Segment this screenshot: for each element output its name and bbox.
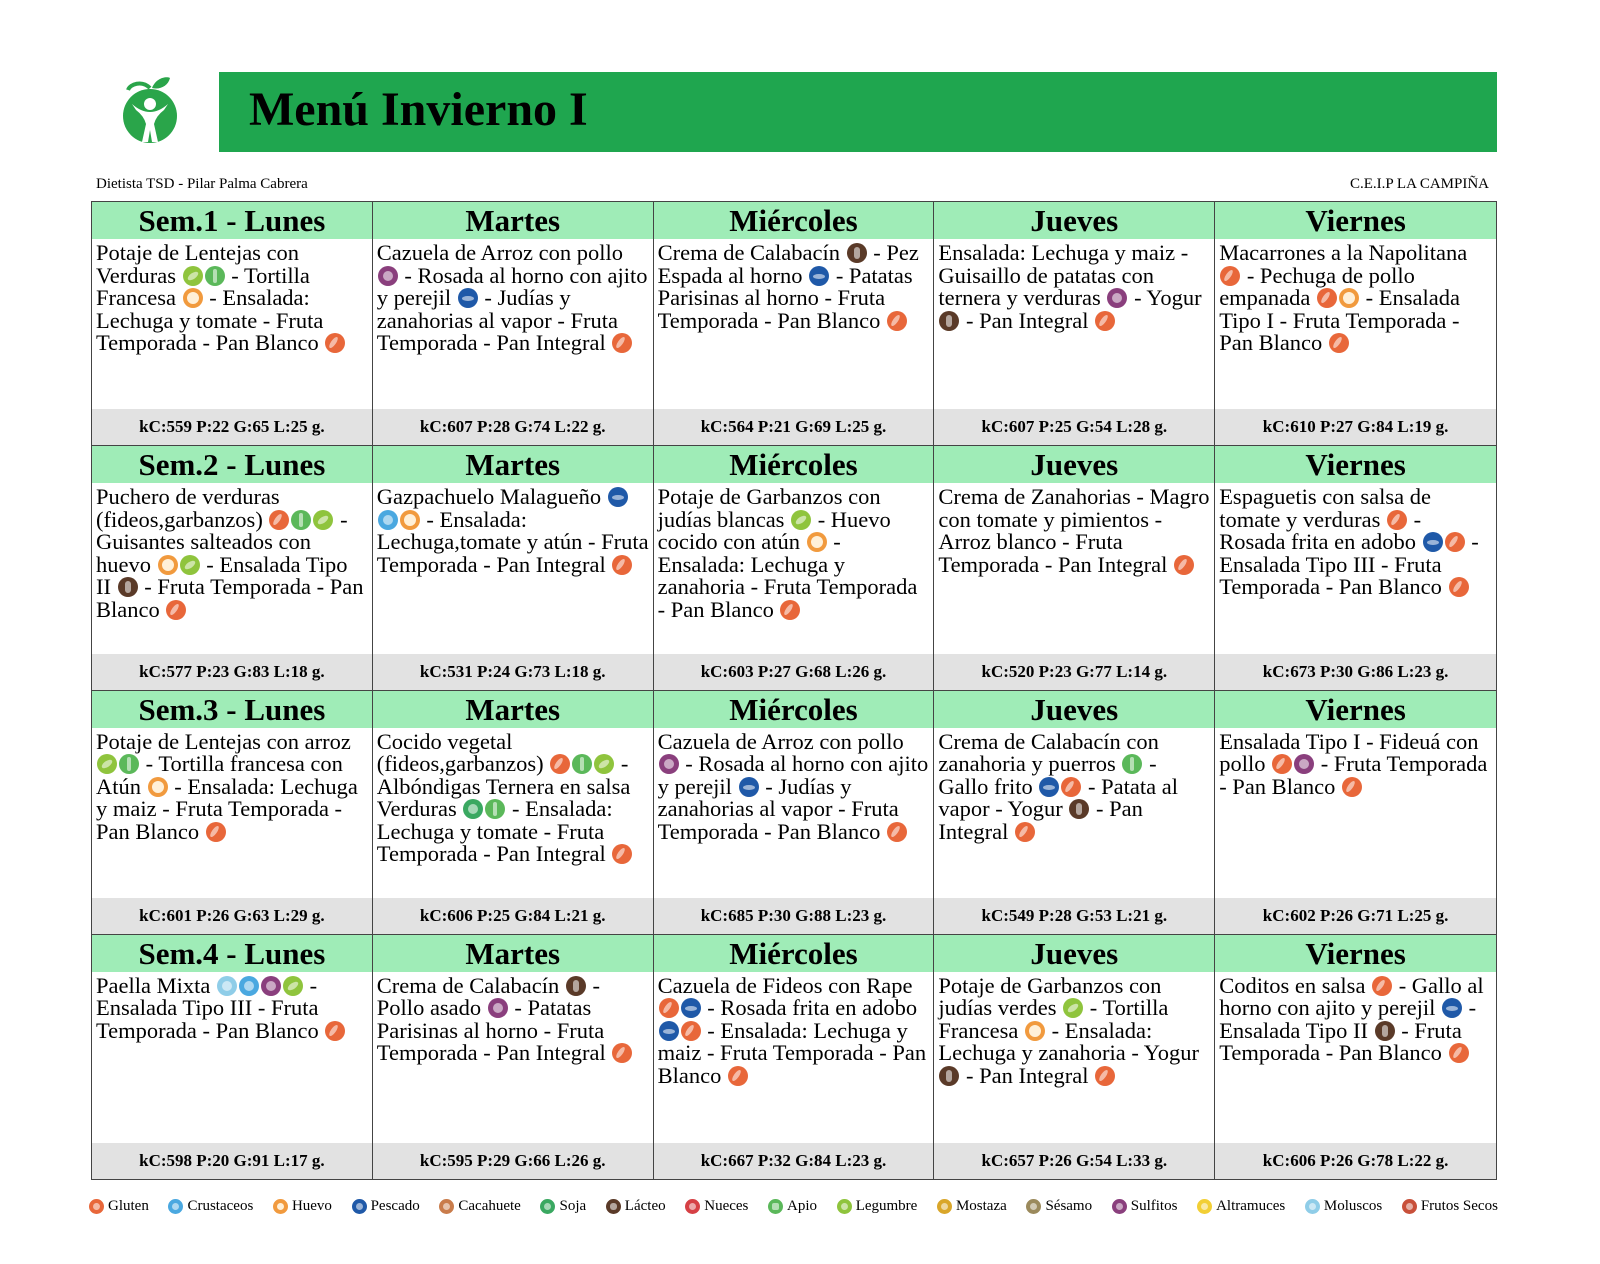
apio-icon xyxy=(291,510,311,530)
gluten-icon xyxy=(166,600,186,620)
pescado-icon xyxy=(681,998,701,1018)
cacahuete-icon xyxy=(439,1199,454,1214)
gluten-icon xyxy=(550,754,570,774)
legumbre-icon xyxy=(283,976,303,996)
menu-day-cell xyxy=(92,202,373,446)
legumbre-icon xyxy=(1063,998,1083,1018)
legend-item-lacteo xyxy=(605,1198,666,1215)
nutrition-info: kC:598 P:20 G:91 L:17 g. xyxy=(92,1143,372,1179)
day-menu-text xyxy=(1215,239,1496,409)
day-header: Miércoles xyxy=(654,446,934,483)
dish-text: - Albóndigas Ternera en salsa Verduras xyxy=(376,751,631,821)
dish-text: - Ensalada: Lechuga y maiz - Fruta Temporada - Pan Blanco xyxy=(657,1017,927,1088)
huevo-icon xyxy=(183,288,203,308)
sulfitos-icon xyxy=(659,754,679,774)
dish-text: - Patatas Parisinas al horno - Fruta Temporada - Pan Blanco xyxy=(657,262,913,333)
day-menu-text xyxy=(934,972,1214,1143)
dish-text: - Pez Espada al horno xyxy=(657,240,919,288)
day-header: Miércoles xyxy=(654,202,934,239)
menu-day-cell xyxy=(934,935,1215,1179)
dish-text: Crema de Calabacín xyxy=(376,972,560,998)
gluten-icon xyxy=(612,844,632,864)
day-menu-text xyxy=(92,483,372,653)
gluten-icon xyxy=(1387,510,1407,530)
legend-item-pescado xyxy=(351,1198,420,1215)
dish-text: - Rosada al horno con ajito y perejil xyxy=(657,751,929,799)
sulfitos-icon xyxy=(1107,288,1127,308)
gluten-icon xyxy=(1272,754,1292,774)
huevo-icon xyxy=(273,1199,288,1214)
gluten-icon xyxy=(325,333,345,353)
mostaza-icon xyxy=(937,1199,952,1214)
dish-text: - Judías y zanahorias al vapor - Fruta Temporada - Pan Blanco xyxy=(657,773,899,844)
day-menu-text xyxy=(92,972,372,1143)
dish-text: - Ensalada Tipo I - Fruta Temporada - Pan Blanco xyxy=(1219,285,1460,355)
dish-text: - Guisantes salteados con huevo xyxy=(96,506,348,577)
menu-day-cell xyxy=(373,202,654,446)
nutrition-info: kC:564 P:21 G:69 L:25 g. xyxy=(654,409,934,445)
gluten-icon xyxy=(780,600,800,620)
lacteo-icon xyxy=(939,1066,959,1086)
huevo-icon xyxy=(1339,288,1359,308)
gluten-icon xyxy=(1061,777,1081,797)
gluten-icon xyxy=(1095,311,1115,331)
sulfitos-icon xyxy=(488,998,508,1018)
day-header: Viernes xyxy=(1215,446,1496,483)
soja-icon xyxy=(540,1199,555,1214)
day-menu-text xyxy=(1215,972,1496,1143)
crustaceos-icon xyxy=(378,510,398,530)
legumbre-icon xyxy=(183,266,203,286)
menu-day-cell xyxy=(654,202,935,446)
altramuces-icon xyxy=(1197,1199,1212,1214)
allergen-legend xyxy=(88,1198,1498,1215)
dish-text: Potaje de Garbanzos con judías verdes xyxy=(938,972,1162,1021)
pescado-icon xyxy=(739,777,759,797)
dish-text: - Ensalada Tipo III - Fruta Temporada - Pan Blanco xyxy=(96,972,319,1043)
legend-item-sesamo xyxy=(1025,1198,1092,1215)
page-title: Menú Invierno I xyxy=(249,83,588,136)
moluscos-icon xyxy=(1305,1199,1320,1214)
legumbre-icon xyxy=(837,1199,852,1214)
gluten-icon xyxy=(325,1021,345,1041)
gluten-icon xyxy=(1329,333,1349,353)
nutrition-info: kC:606 P:25 G:84 L:21 g. xyxy=(373,898,653,934)
gluten-icon xyxy=(1449,1043,1469,1063)
lacteo-icon xyxy=(1069,799,1089,819)
dish-text: Cazuela de Arroz con pollo xyxy=(657,728,904,754)
legumbre-icon xyxy=(594,754,614,774)
legend-item-frutos-secos xyxy=(1401,1198,1498,1215)
menu-day-cell xyxy=(934,691,1215,935)
dish-text: - Yogur xyxy=(1128,285,1202,310)
dish-text: - Gallo frito xyxy=(938,751,1157,799)
legend-label: Lácteo xyxy=(624,1198,666,1214)
gluten-icon xyxy=(1342,777,1362,797)
pescado-icon xyxy=(458,288,478,308)
legend-label: Gluten xyxy=(108,1198,149,1214)
day-header: Miércoles xyxy=(654,935,934,972)
legend-item-sulfitos xyxy=(1111,1198,1178,1215)
nutrition-info: kC:657 P:26 G:54 L:33 g. xyxy=(934,1143,1214,1179)
school-name: C.E.I.P LA CAMPIÑA xyxy=(1349,176,1489,192)
crustaceos-icon xyxy=(168,1199,183,1214)
day-menu-text xyxy=(934,239,1214,409)
pescado-icon xyxy=(1039,777,1059,797)
dish-text: Potaje de Lentejas con Verduras xyxy=(96,240,300,288)
huevo-icon xyxy=(148,777,168,797)
legend-item-cacahuete xyxy=(438,1198,520,1215)
day-menu-text xyxy=(654,483,934,653)
apio-icon xyxy=(205,266,225,286)
day-header: Jueves xyxy=(934,691,1214,728)
gluten-icon xyxy=(89,1199,104,1214)
nutrition-info: kC:606 P:26 G:78 L:22 g. xyxy=(1215,1143,1496,1179)
day-menu-text xyxy=(92,239,372,409)
nutrition-info: kC:610 P:27 G:84 L:19 g. xyxy=(1215,409,1496,445)
menu-day-cell xyxy=(1215,691,1496,935)
apio-icon xyxy=(119,754,139,774)
legend-label: Mostaza xyxy=(955,1198,1007,1214)
menu-day-cell xyxy=(373,935,654,1179)
soja-icon xyxy=(463,799,483,819)
legumbre-icon xyxy=(97,754,117,774)
sulfitos-icon xyxy=(1112,1199,1127,1214)
pescado-icon xyxy=(352,1199,367,1214)
day-menu-text xyxy=(1215,483,1496,653)
dish-text: - Fruta Temporada - Pan Blanco xyxy=(1219,1017,1462,1066)
nutrition-info: kC:531 P:24 G:73 L:18 g. xyxy=(373,654,653,690)
dish-text: - Ensalada Tipo II xyxy=(1219,995,1477,1043)
dish-text: - Pechuga de pollo empanada xyxy=(1219,262,1415,310)
nutrition-info: kC:602 P:26 G:71 L:25 g. xyxy=(1215,898,1496,934)
day-menu-text xyxy=(654,728,934,898)
gluten-icon xyxy=(728,1066,748,1086)
sulfitos-icon xyxy=(378,266,398,286)
apio-icon xyxy=(485,799,505,819)
dish-text: - Patata al vapor - Yogur xyxy=(938,773,1178,821)
lacteo-icon xyxy=(566,976,586,996)
dish-text: Coditos en salsa xyxy=(1219,972,1366,998)
nutrition-info: kC:667 P:32 G:84 L:23 g. xyxy=(654,1143,934,1179)
day-menu-text xyxy=(92,728,372,898)
legend-label: Frutos Secos xyxy=(1420,1198,1498,1214)
gluten-icon xyxy=(659,998,679,1018)
legend-item-gluten xyxy=(88,1198,149,1215)
dish-text: Potaje de Garbanzos con judías blancas xyxy=(657,484,881,532)
gluten-icon xyxy=(1174,555,1194,575)
dish-text: Potaje de Lentejas con arroz xyxy=(96,728,351,754)
gluten-icon xyxy=(887,311,907,331)
legend-label: Crustaceos xyxy=(187,1198,254,1214)
dish-text: Ensalada: Lechuga y maiz - Guisaillo de patatas con ternera y verduras xyxy=(938,240,1189,310)
dish-text: - Ensalada: Lechuga y zanahoria - Yogur xyxy=(938,1017,1199,1066)
apio-icon xyxy=(1122,754,1142,774)
gluten-icon xyxy=(681,1021,701,1041)
legend-label: Soja xyxy=(559,1198,587,1214)
day-header: Miércoles xyxy=(654,691,934,728)
day-header: Sem.2 - Lunes xyxy=(92,446,372,483)
lacteo-icon xyxy=(939,311,959,331)
day-menu-text xyxy=(934,483,1214,653)
day-header: Jueves xyxy=(934,202,1214,239)
day-header: Viernes xyxy=(1215,935,1496,972)
dish-text: Paella Mixta xyxy=(96,972,211,998)
dish-text: - Rosada frita en adobo xyxy=(1219,506,1422,555)
day-header: Jueves xyxy=(934,935,1214,972)
dish-text: - Huevo cocido con atún xyxy=(657,506,891,555)
dish-text: - Tortilla francesa con Atún xyxy=(96,751,343,799)
legumbre-icon xyxy=(180,555,200,575)
day-header: Sem.4 - Lunes xyxy=(92,935,372,972)
nutrition-info: kC:601 P:26 G:63 L:29 g. xyxy=(92,898,372,934)
huevo-icon xyxy=(400,510,420,530)
menu-day-cell xyxy=(373,446,654,690)
menu-day-cell xyxy=(373,691,654,935)
day-header: Martes xyxy=(373,935,653,972)
day-menu-text xyxy=(654,972,934,1143)
legend-item-moluscos xyxy=(1304,1198,1382,1215)
dish-text: Cocido vegetal (fideos,garbanzos) xyxy=(376,728,544,776)
gluten-icon xyxy=(612,1043,632,1063)
lacteo-icon xyxy=(118,577,138,597)
pescado-icon xyxy=(608,487,628,507)
nutrition-info: kC:520 P:23 G:77 L:14 g. xyxy=(934,654,1214,690)
day-menu-text xyxy=(654,239,934,409)
sulfitos-icon xyxy=(1294,754,1314,774)
apio-icon xyxy=(768,1199,783,1214)
moluscos-icon xyxy=(217,976,237,996)
legend-label: Altramuces xyxy=(1216,1198,1286,1214)
gluten-icon xyxy=(1095,1066,1115,1086)
day-menu-text xyxy=(373,239,653,409)
dish-text: - Ensalada: Lechuga,tomate y atún - Fruta Temporada - Pan Integral xyxy=(376,506,649,577)
sulfitos-icon xyxy=(261,976,281,996)
dish-text: - Ensalada Tipo II xyxy=(96,551,348,600)
day-menu-text xyxy=(934,728,1214,898)
gluten-icon xyxy=(612,333,632,353)
pescado-icon xyxy=(659,1021,679,1041)
dish-text: - Pan Integral xyxy=(960,1062,1089,1088)
dish-text: - Gallo al horno con ajito y perejil xyxy=(1219,972,1484,1021)
lacteo-icon xyxy=(847,243,867,263)
day-header: Viernes xyxy=(1215,691,1496,728)
legumbre-icon xyxy=(313,510,333,530)
legend-label: Legumbre xyxy=(855,1198,918,1214)
gluten-icon xyxy=(887,822,907,842)
dish-text: - Pollo asado xyxy=(376,972,600,1021)
pescado-icon xyxy=(1423,532,1443,552)
crustaceos-icon xyxy=(239,976,259,996)
legend-item-apio xyxy=(767,1198,817,1215)
dish-text: - Fruta Temporada - Pan Blanco xyxy=(96,574,364,622)
nutrition-info: kC:595 P:29 G:66 L:26 g. xyxy=(373,1143,653,1179)
huevo-icon xyxy=(807,532,827,552)
nutrition-info: kC:603 P:27 G:68 L:26 g. xyxy=(654,654,934,690)
menu-day-cell xyxy=(1215,202,1496,446)
nutrition-info: kC:607 P:28 G:74 L:22 g. xyxy=(373,409,653,445)
nutrition-info: kC:559 P:22 G:65 L:25 g. xyxy=(92,409,372,445)
gluten-icon xyxy=(1449,577,1469,597)
dish-text: Crema de Zanahorias - Magro con tomate y pimientos - Arroz blanco - Fruta Temporada - Pan Integral xyxy=(938,484,1210,577)
legend-label: Sésamo xyxy=(1045,1198,1093,1214)
dish-text: Gazpachuelo Malagueño xyxy=(376,484,602,510)
legend-label: Sulfitos xyxy=(1130,1198,1178,1214)
dish-text: Crema de Calabacín con zanahoria y puerros xyxy=(938,728,1159,776)
dish-text: - Ensalada: Lechuga y maiz - Fruta Temporada - Pan Blanco xyxy=(96,773,358,844)
dish-text: - Tortilla Francesa xyxy=(96,262,310,310)
menu-day-cell xyxy=(92,446,373,690)
legend-item-legumbre xyxy=(836,1198,918,1215)
lacteo-icon xyxy=(606,1199,621,1214)
gluten-icon xyxy=(1445,532,1465,552)
dish-text: - Rosada al horno con ajito y perejil xyxy=(376,262,648,310)
pescado-icon xyxy=(809,266,829,286)
huevo-icon xyxy=(1025,1021,1045,1041)
nutrition-info: kC:577 P:23 G:83 L:18 g. xyxy=(92,654,372,690)
legumbre-icon xyxy=(791,510,811,530)
weekly-menu-grid xyxy=(91,201,1497,1180)
day-header: Sem.1 - Lunes xyxy=(92,202,372,239)
lacteo-icon xyxy=(1375,1021,1395,1041)
day-menu-text xyxy=(373,728,653,898)
legend-item-soja xyxy=(539,1198,586,1215)
gluten-icon xyxy=(1317,288,1337,308)
dish-text: Ensalada Tipo I - Fideuá con pollo xyxy=(1219,728,1479,776)
day-header: Martes xyxy=(373,446,653,483)
day-header: Martes xyxy=(373,691,653,728)
dish-text: - Pan Integral xyxy=(938,796,1143,844)
dish-text: - Pan Integral xyxy=(960,307,1089,333)
menu-day-cell xyxy=(654,691,935,935)
dish-text: Cazuela de Arroz con pollo xyxy=(376,240,623,265)
apple-logo-icon xyxy=(112,74,188,146)
dish-text: - Ensalada: Lechuga y zanahoria - Fruta Temporada - Pan Blanco xyxy=(657,529,918,622)
dish-text: - Fruta Temporada - Pan Blanco xyxy=(1219,751,1488,799)
legend-item-crustaceos xyxy=(167,1198,253,1215)
day-menu-text xyxy=(373,483,653,653)
dish-text: - Rosada frita en adobo xyxy=(701,995,918,1021)
apio-icon xyxy=(572,754,592,774)
gluten-icon xyxy=(1015,822,1035,842)
legend-label: Apio xyxy=(787,1198,818,1214)
pescado-icon xyxy=(1442,998,1462,1018)
menu-day-cell xyxy=(92,691,373,935)
dish-text: - Ensalada: Lechuga y tomate - Fruta Temporada - Pan Blanco xyxy=(96,285,324,355)
gluten-icon xyxy=(612,555,632,575)
menu-day-cell xyxy=(934,446,1215,690)
legend-item-altramuces xyxy=(1196,1198,1285,1215)
legend-label: Nueces xyxy=(704,1198,749,1214)
gluten-icon xyxy=(1372,976,1392,996)
nueces-icon xyxy=(685,1199,700,1214)
day-header: Jueves xyxy=(934,446,1214,483)
nutrition-info: kC:549 P:28 G:53 L:21 g. xyxy=(934,898,1214,934)
day-header: Sem.3 - Lunes xyxy=(92,691,372,728)
legend-label: Cacahuete xyxy=(458,1198,521,1214)
menu-day-cell xyxy=(654,935,935,1179)
menu-day-cell xyxy=(1215,935,1496,1179)
legend-item-huevo xyxy=(272,1198,332,1215)
menu-day-cell xyxy=(934,202,1215,446)
legend-label: Pescado xyxy=(370,1198,420,1214)
menu-day-cell xyxy=(1215,446,1496,690)
legend-item-nueces xyxy=(684,1198,748,1215)
legend-label: Huevo xyxy=(291,1198,332,1214)
nutrition-info: kC:673 P:30 G:86 L:23 g. xyxy=(1215,654,1496,690)
nutrition-info: kC:607 P:25 G:54 L:28 g. xyxy=(934,409,1214,445)
gluten-icon xyxy=(269,510,289,530)
dietitian-credit: Dietista TSD - Pilar Palma Cabrera xyxy=(96,176,308,192)
menu-day-cell xyxy=(654,446,935,690)
day-header: Viernes xyxy=(1215,202,1496,239)
dish-text: Espaguetis con salsa de tomate y verduras xyxy=(1219,484,1432,532)
legend-label: Moluscos xyxy=(1323,1198,1383,1214)
sesamo-icon xyxy=(1026,1199,1041,1214)
dish-text: Cazuela de Fideos con Rape xyxy=(657,972,913,998)
frutos-secos-icon xyxy=(1402,1199,1417,1214)
nutrition-info: kC:685 P:30 G:88 L:23 g. xyxy=(654,898,934,934)
legend-item-mostaza xyxy=(936,1198,1007,1215)
dish-text: - Ensalada Tipo III - Fruta Temporada - Pan Blanco xyxy=(1219,529,1479,600)
dish-text: - Ensalada: Lechuga y tomate - Fruta Temporada - Pan Integral xyxy=(376,796,613,866)
dish-text: - Patatas Parisinas al horno - Fruta Temporada - Pan Integral xyxy=(376,995,606,1066)
dish-text: Crema de Calabacín xyxy=(657,240,841,265)
dish-text: - Judías y zanahorias al vapor - Fruta Temporada - Pan Integral xyxy=(376,285,618,355)
dish-text: Puchero de verduras (fideos,garbanzos) xyxy=(96,484,280,532)
menu-day-cell xyxy=(92,935,373,1179)
day-menu-text xyxy=(373,972,653,1143)
title-bar xyxy=(219,72,1497,152)
dish-text: Macarrones a la Napolitana xyxy=(1219,240,1468,265)
huevo-icon xyxy=(158,555,178,575)
gluten-icon xyxy=(206,822,226,842)
day-menu-text xyxy=(1215,728,1496,898)
day-header: Martes xyxy=(373,202,653,239)
dish-text: - Tortilla Francesa xyxy=(938,995,1169,1043)
gluten-icon xyxy=(1220,266,1240,286)
